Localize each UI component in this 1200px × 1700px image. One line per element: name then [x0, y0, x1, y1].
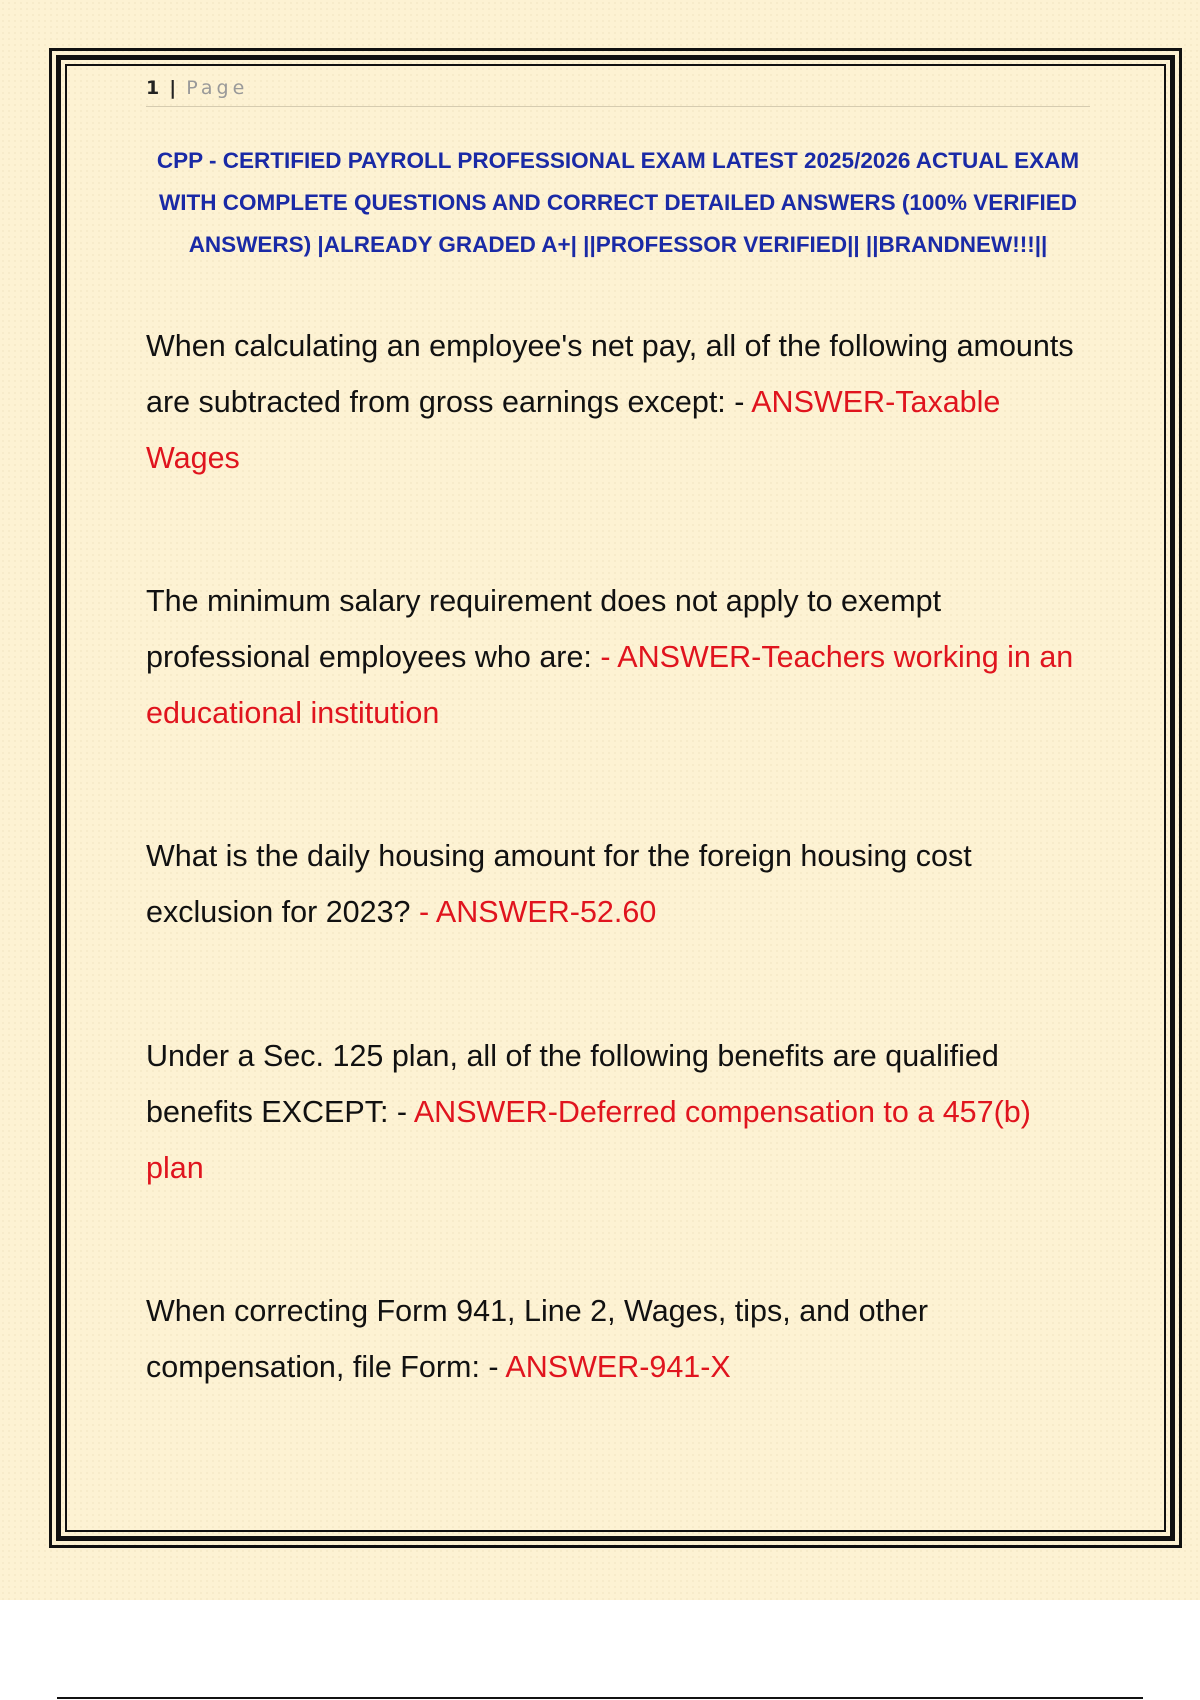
- question-text: When correcting Form 941, Line 2, Wages, tips, and other compensation, file Form: -: [146, 1294, 929, 1384]
- question-text: Under a Sec. 125 plan, all of the following benefits are qualified benefits EXCEPT: -: [146, 1039, 999, 1129]
- answer-text: ANSWER-Deferred compensation to a 457(b) plan: [146, 1095, 1031, 1185]
- answer-text: - ANSWER-Teachers working in an educational institution: [146, 640, 1074, 730]
- question-text: When calculating an employee's net pay, all of the following amounts are subtracted from gross earnings except: -: [146, 329, 1074, 419]
- question-item: [146, 1283, 1096, 1395]
- question-item: [146, 828, 1096, 940]
- question-item: [146, 1028, 1096, 1196]
- header-separator: |: [169, 77, 177, 99]
- answer-text: - ANSWER-52.60: [418, 895, 657, 929]
- answer-text: ANSWER-Taxable Wages: [146, 385, 1001, 475]
- document-title: CPP - CERTIFIED PAYROLL PROFESSIONAL EXAM LATEST 2025/2026 ACTUAL EXAM WITH COMPLETE QUESTIONS AND CORRECT DETAILED ANSWERS (100% VERIFIED ANSWERS) |ALREADY GRADED A+| ||PROFESSOR VERIFIED|| ||BRANDNEW!!!||: [156, 148, 1080, 257]
- page-label: Page: [186, 77, 249, 99]
- question-item: [146, 318, 1096, 486]
- next-page-divider: [57, 1697, 1143, 1699]
- question-text: What is the daily housing amount for the foreign housing cost exclusion for 2023?: [146, 839, 972, 929]
- answer-text: ANSWER-941-X: [505, 1350, 731, 1384]
- question-text: The minimum salary requirement does not apply to exempt professional employees who are:: [146, 584, 942, 674]
- page-number: 1: [146, 77, 160, 99]
- question-item: [146, 573, 1096, 741]
- page-header: [146, 74, 1090, 107]
